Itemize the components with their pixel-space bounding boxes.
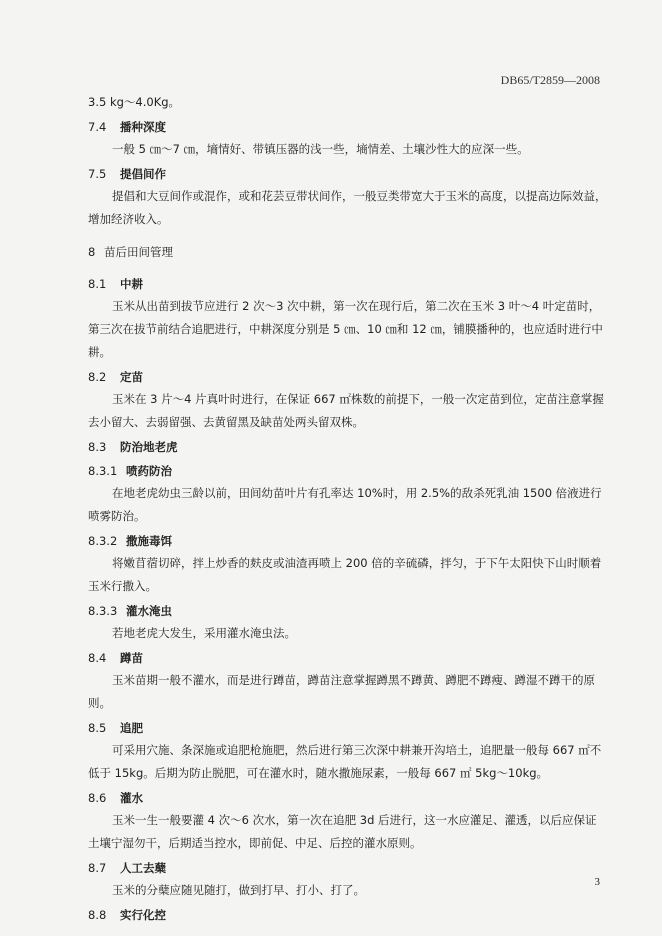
section-number: 8.7 [88,860,107,875]
section-heading-8-8 [88,905,608,926]
section-heading-8-4 [88,648,608,669]
continued-text: 3.5 kg～4.0Kg。 [88,95,181,109]
section-heading-7-5 [88,164,608,185]
section-title: 防治地老虎 [120,439,178,454]
section-text-8-7: 玉米的分蘖应随见随打，做到打早、打小、打了。 [112,882,365,897]
section-number: 8.3.1 [88,463,118,478]
section-text-7-4: 一般 5 ㎝～7 ㎝，墒情好、带镇压器的浅一些，墒情差、土壤沙性大的应深一些。 [112,141,529,156]
section-number: 8.5 [88,720,107,735]
section-text-7-5: 提倡和大豆间作或混作，或和花芸豆带状间作，一般豆类带宽大于玉米的高度，以提高边际效益，增加经济收入。 [88,188,607,226]
chapter-heading-8 [88,242,608,263]
section-title: 蹲苗 [120,650,143,665]
section-text-8-2: 玉米在 3 片～4 片真叶时进行，在保证 667 ㎡株数的前提下，一般一次定苗到位，定苗注意掌握去小留大、去弱留强、去黄留黑及缺苗处两头留双株。 [88,391,604,429]
document-code: DB65/T2859—2008 [500,73,600,87]
section-number: 8.3.3 [88,603,118,618]
page-number: 3 [594,876,600,888]
section-heading-8-5 [88,718,608,739]
section-heading-8-2 [88,367,608,388]
section-title: 追肥 [120,720,143,735]
section-heading-7-4 [88,117,608,138]
chapter-title: 苗后田间管理 [104,244,173,259]
section-title: 喷药防治 [126,463,172,478]
section-heading-8-3 [88,437,608,458]
section-heading-8-3-1 [88,461,608,482]
section-number: 8.8 [88,907,107,922]
section-heading-8-7 [88,858,608,879]
section-heading-8-6 [88,788,608,809]
section-title: 中耕 [120,276,143,291]
section-title: 实行化控 [120,907,166,922]
section-number: 8.3 [88,439,107,454]
section-title: 播种深度 [120,119,166,134]
document-body [88,92,608,926]
section-title: 人工去蘖 [120,860,166,875]
section-number: 8.3.2 [88,533,118,548]
section-title: 撒施毒饵 [126,533,172,548]
chapter-number: 8 [88,244,96,259]
section-text-8-3-1: 在地老虎幼虫三龄以前，田间幼苗叶片有孔率达 10%时，用 2.5%的敌杀死乳油 1500 倍液进行喷雾防治。 [88,485,602,523]
section-text-8-6: 玉米一生一般要灌 4 次～6 次水，第一次在追肥 3d 后进行，这一水应灌足、灌透，以后应保证土壤宁湿勿干，后期适当控水，即前促、中足、后控的灌水原则。 [88,812,597,850]
section-text-8-5: 可采用穴施、条深施或追肥枪施肥，然后进行第三次深中耕兼开沟培土，追肥量一般每 667 ㎡不低于 15kg。后期为防止脱肥，可在灌水时，随水撒施尿素，一般每 667 ㎡ 5kg～10kg。 [88,742,602,780]
section-heading-8-3-3 [88,601,608,622]
section-number: 7.4 [88,119,107,134]
section-title: 提倡间作 [120,166,166,181]
section-heading-8-1 [88,274,608,295]
section-number: 7.5 [88,166,107,181]
section-heading-8-3-2 [88,531,608,552]
section-title: 灌水淹虫 [126,603,172,618]
section-text-8-4: 玉米苗期一般不灌水，而是进行蹲苗，蹲苗注意掌握蹲黑不蹲黄、蹲肥不蹲瘦、蹲湿不蹲干的原则。 [88,672,595,710]
section-title: 灌水 [120,790,143,805]
section-title: 定苗 [120,369,143,384]
section-text-8-1: 玉米从出苗到拔节应进行 2 次～3 次中耕，第一次在现行后，第二次在玉米 3 叶～4 叶定苗时，第三次在拔节前结合追肥进行，中耕深度分别是 5 ㎝、10 ㎝和 12 ㎝，铺膜播种的，也应适时进行中耕。 [88,298,603,359]
section-number: 8.1 [88,276,107,291]
section-number: 8.2 [88,369,107,384]
section-text-8-3-2: 将嫩苜蓿切碎，拌上炒香的麸皮或油渣再喷上 200 倍的辛硫磷，拌匀，于下午太阳快下山时顺着玉米行撒入。 [88,555,602,593]
section-text-8-3-3: 若地老虎大发生，采用灌水淹虫法。 [112,625,296,640]
section-number: 8.4 [88,650,107,665]
section-number: 8.6 [88,790,107,805]
